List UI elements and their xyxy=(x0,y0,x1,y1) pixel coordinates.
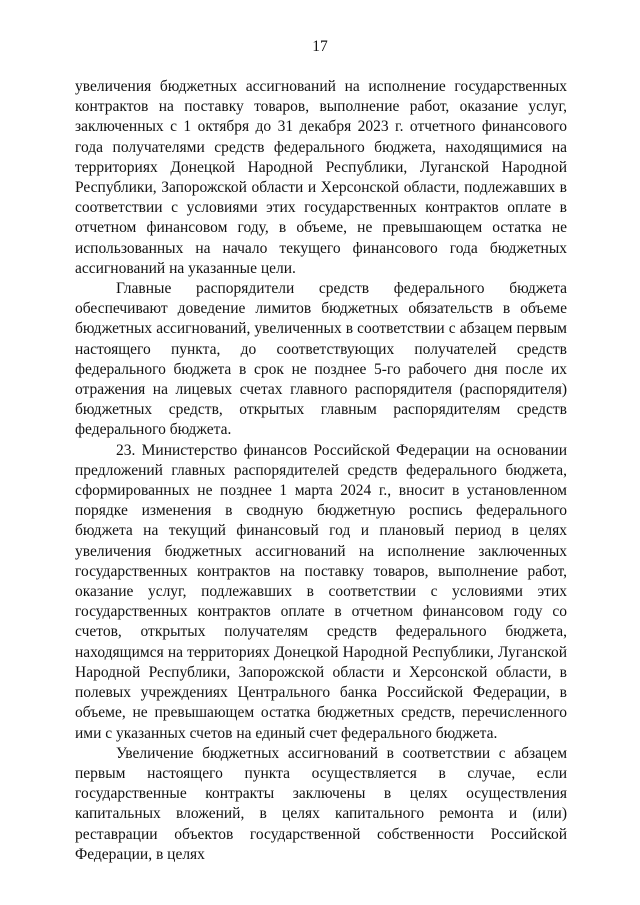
paragraph-increase-conditions: Увеличение бюджетных ассигнований в соответствии с абзацем первым настоящего пункта осуществляется в случае, если государственные контракты заключены в целях осуществления капитальных вложений, в целях капитального ремонта и (или) реставрации объектов государственной собственности Российской Федерации, в целях xyxy=(75,744,567,863)
paragraph-item-23: 23. Министерство финансов Российской Федерации на основании предложений главных распорядителей средств федерального бюджета, сформированных не позднее 1 марта 2024 г., вносит в установленном порядке изменения в сводную бюджетную роспись федерального бюджета на текущий финансовый год и плановый период в целях увеличения бюджетных ассигнований на исполнение заключенных государственных контрактов на поставку товаров, выполнение работ, оказание услуг, подлежавших в соответствии с условиями этих государственных контрактов оплате в отчетном финансовом году со счетов, открытых получателям средств федерального бюджета, находящимся на территориях Донецкой Народной Республики, Луганской Народной Республики, Запорожской области и Херсонской области, в полевых учреждениях Центрального банка Российской Федерации, в объеме, не превышающем остатка бюджетных средств, перечисленного ими с указанных счетов на единый счет федерального бюджета. xyxy=(75,441,567,742)
paragraph-continuation: увеличения бюджетных ассигнований на исполнение государственных контрактов на поставку товаров, выполнение работ, оказание услуг, заключенных с 1 октября до 31 декабря 2023 г. отчетного финансового года получателями средств федерального бюджета, находящимися на территориях Донецкой Народной Республики, Луганской Народной Республики, Запорожской области и Херсонской области, подлежавших в соответствии с условиями этих государственных контрактов оплате в отчетном финансовом году, в объеме, не превышающем остатка не использованных на начало текущего финансового года бюджетных ассигнований на указанные цели. xyxy=(75,78,567,277)
paragraph-distributors-limits: Главные распорядители средств федерального бюджета обеспечивают доведение лимитов бюджетных обязательств в объеме бюджетных ассигнований, увеличенных в соответствии с абзацем первым настоящего пункта, до соответствующих получателей средств федерального бюджета в срок не позднее 5-го рабочего дня после их отражения на лицевых счетах главного распорядителя (распорядителя) бюджетных средств, открытых главным распорядителям средств федерального бюджета. xyxy=(75,280,567,439)
document-body xyxy=(75,77,567,865)
page-number: 17 xyxy=(312,38,328,55)
